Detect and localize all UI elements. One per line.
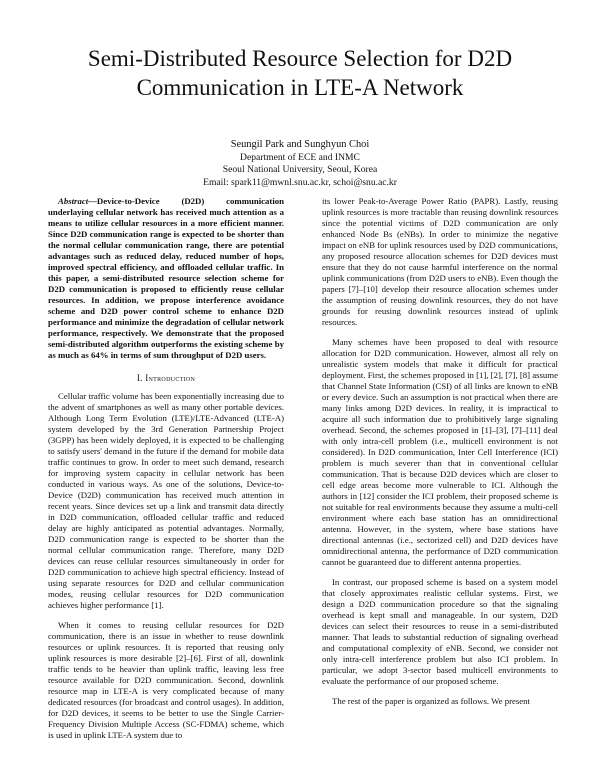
title-line-2: Communication in LTE-A Network <box>136 75 464 100</box>
intro-paragraph-2-continued: its lower Peak-to-Average Power Ratio (PAPR). Lastly, reusing uplink resources is more tractable than reusing downlink resources since the potential victims of D2D communication are only enhanced Node Bs (eNBs). In order to minimize the negative impact on eNB for uplink resources used by D2D communications, any proposed resource allocation schemes for D2D devices must ensure that they do not cause harmful interference on the normal uplink communications (from D2D users to eNB). Even though the papers [7]–[10] develop their resource allocation schemes under the assumption of reusing downlink resources, they do not have grounds for reusing downlink resources instead of uplink resources. <box>322 196 558 327</box>
affiliation-department: Department of ECE and INMC <box>240 152 360 164</box>
author-block <box>100 139 500 189</box>
intro-paragraph-3: Many schemes have been proposed to deal with resource allocation for D2D communication. However, almost all rely on unrealistic system models that make it difficult for practical deployment. First, the schemes proposed in [1], [2], [7], [8] assume that Channel State Information (CSI) of all links are known to eNB or every device. Such an assumption is not practical when there are many links among D2D devices. In reality, it is impractical to acquire all such information due to prohibitively large signaling overhead. Second, the schemes proposed in [1]–[3], [7]–[11] deal with only intra-cell problem (i.e., multicell environment is not considered). In D2D communication, Inter Cell Interference (ICI) problem is much severer than that in conventional cellular communication. That is because D2D devices which are closer to cell edge areas become more vulnerable to ICI. Although the authors in [12] consider the ICI problem, their proposed scheme is not suitable for real environments because they assume a multi-cell environment where each base station has an omnidirectional antenna. However, in the system, where base stations have directional antennas (i.e., sectorized cell) and D2D devices have omnidirectional antenna, the performance of D2D communication cannot be guaranteed due to different antenna properties. <box>322 337 558 567</box>
paper-title <box>40 44 560 102</box>
right-column <box>322 196 558 707</box>
title-line-1: Semi-Distributed Resource Selection for D2D <box>87 46 513 71</box>
abstract-text: —Device-to-Device (D2D) communication underlaying cellular network has received much attention as a means to utilize cellular resources in a more efficient manner. Since D2D communication range is expected to be shorter than the normal cellular communication range, there are potential advantages such as reduced delay, reduced number of hops, improved spectral efficiency, and offloaded cellular traffic. In this paper, a semi-distributed resource selection scheme for D2D communication is proposed to efficiently reuse cellular resources. In addition, we propose interference avoidance scheme and D2D power control scheme to enhance D2D performance and minimize the degradation of cellular network performance, respectively. We demonstrate that the proposed semi-distributed algorithm outperforms the existing scheme by as much as 64% in terms of sum throughput of D2D users. <box>48 196 284 360</box>
left-column <box>48 196 284 741</box>
section-numeral: I. <box>136 373 143 383</box>
abstract-lead: Abstract <box>58 196 89 206</box>
author-names: Seungil Park and Sunghyun Choi <box>230 139 370 150</box>
section-heading-introduction <box>48 373 284 384</box>
intro-paragraph-4: In contrast, our proposed scheme is based on a system model that closely approximates realistic cellular systems. First, we design a D2D communication procedure so that the signaling overhead is kept small and manageable. In our system, D2D devices can select their resources to reuse in a semi-distributed manner. That leads to substantial reduction of signaling overhead and computational complexity of eNB. Second, we consider not only intra-cell interference problem but also ICI problem. In particular, we adopt 3-sector based multicell environments to evaluate the performance of our proposed scheme. <box>322 577 558 686</box>
abstract <box>48 196 284 361</box>
affiliation-university: Seoul National University, Seoul, Korea <box>222 164 378 176</box>
intro-paragraph-2: When it comes to reusing cellular resources for D2D communication, there is an issue in whether to reuse downlink resources or uplink resources. It is reported that reusing only uplink resources is more desirable [2]–[6]. First of all, downlink traffic tends to be heavier than uplink traffic, leaving less free resource available for D2D communication. Second, downlink resource map in LTE-A is very complicated because of many dedicated resources (for broadcast and control usages). In addition, for D2D devices, it seems to be better to use the Single Carrier-Frequency Division Multiple Access (SC-FDMA) scheme, which is used in uplink LTE-A system due to <box>48 620 284 740</box>
author-email: Email: spark11@mwnl.snu.ac.kr, schoi@snu.ac.kr <box>203 176 397 188</box>
intro-paragraph-5: The rest of the paper is organized as follows. We present <box>332 696 530 706</box>
intro-paragraph-1: Cellular traffic volume has been exponentially increasing due to the advent of smartphones as well as many other portable devices. Although Long Term Evolution (LTE)/LTE-Advanced (LTE-A) system developed by the 3rd Generation Partnership Project (3GPP) has been widely deployed, it is expected to be challenging to satisfy users' demand in the future if the demand for mobile data traffic continues to grow. In order to meet such demand, research for improving system capacity in cellular network has been conducted in various ways. As one of the solutions, Device-to-Device (D2D) communication has received much attention in recent years. Since devices set up a link and transmit data directly in D2D communication, offloaded cellular traffic and reduced delay are highly anticipated as potential advantages. Normally, D2D communication range is expected to be shorter than the normal cellular communication range. Therefore, many D2D devices can reuse cellular resources simultaneously in order for D2D communication to achieve high spectral efficiency. Instead of using separate resources for D2D and cellular communication modes, reusing cellular resources for D2D communication achieves higher performance [1]. <box>48 391 284 610</box>
section-title: Introduction <box>145 373 196 383</box>
